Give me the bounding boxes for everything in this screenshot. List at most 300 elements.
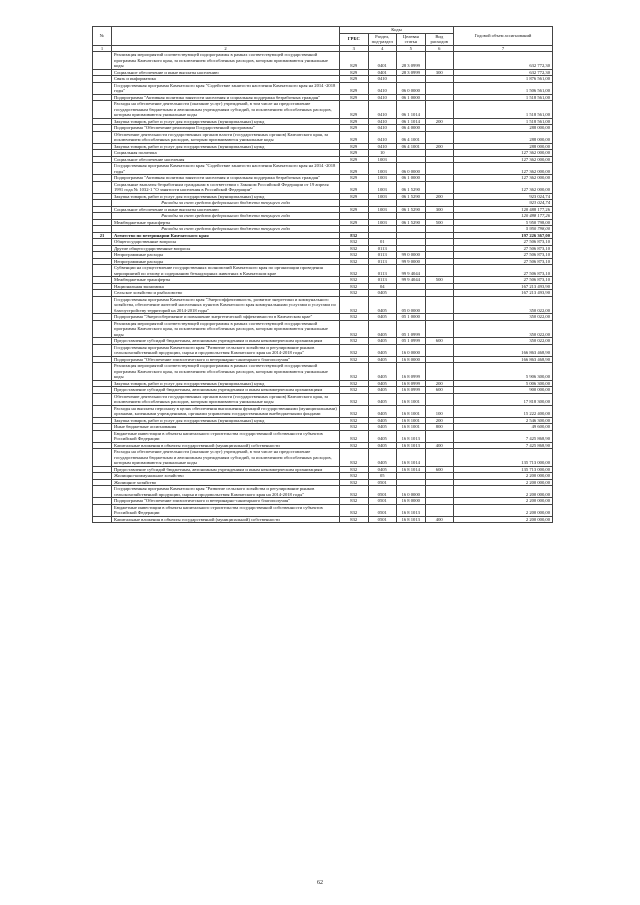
cell-sum: 135 713 000,00	[454, 449, 553, 467]
colnum: 3	[340, 45, 369, 52]
cell-name: Реализация мероприятий соответствующей подпрограммы в рамках соответствующей государственной программы Камчатского края, за исключением обособленных расходов, которым присваиваются уникальные коды	[112, 363, 340, 381]
cell-name: Социальное обеспечение и иные выплаты населению	[112, 69, 340, 76]
cell-vid	[425, 181, 454, 193]
colnum: 1	[93, 45, 112, 52]
cell-vid	[425, 449, 454, 467]
header-celevaya: Целевая статья	[397, 33, 426, 45]
cell-vid	[425, 101, 454, 119]
cell-razdel: 0405	[368, 338, 397, 345]
cell-vid	[425, 320, 454, 338]
cell-sum: 2 200 000,00	[454, 486, 553, 498]
cell-name: Жилищное хозяйство	[112, 479, 340, 486]
colnum: 4	[368, 45, 397, 52]
table-body	[93, 52, 553, 523]
table-row	[93, 131, 553, 143]
cell-celevaya: 16 8 1013	[397, 442, 426, 449]
table-row	[93, 163, 553, 175]
cell-grbs: 832	[340, 430, 369, 442]
cell-grbs: 832	[340, 516, 369, 523]
cell-name: Социальная политика	[112, 150, 340, 157]
cell-vid	[425, 52, 454, 70]
cell-vid: 400	[425, 442, 454, 449]
cell-grbs: 832	[340, 498, 369, 505]
cell-razdel: 0405	[368, 320, 397, 338]
table-row	[93, 363, 553, 381]
cell-vid: 500	[425, 219, 454, 226]
table-row	[93, 449, 553, 467]
cell-razdel: 01	[368, 239, 397, 246]
cell-name: Социальное обеспечение населения	[112, 156, 340, 163]
table-row	[93, 265, 553, 277]
cell-grbs: 832	[340, 232, 369, 239]
cell-sum: 923 024,74	[454, 200, 553, 207]
cell-name: Бюджетные инвестиции в объекты капитального строительства государственной собственности субъектов Российской Федерации	[112, 430, 340, 442]
cell-vid: 200	[425, 417, 454, 424]
cell-name: Реализация мероприятий соответствующей подпрограммы в рамках соответствующей государственной программы Камчатского края, за исключением обособленных расходов, которым присваиваются уникальные коды	[112, 52, 340, 70]
cell-name: Государственная программа Камчатского края "Развитие сельского хозяйства и регулирование рынков сельскохозяйственной продукции, сырья и продовольствия Камчатского края на 2014-2018 годы"	[112, 486, 340, 498]
cell-razdel: 0113	[368, 265, 397, 277]
cell-name: Национальная экономика	[112, 283, 340, 290]
cell-name: Подпрограмма "Обеспечение реализации Государственной программы"	[112, 125, 340, 132]
cell-celevaya: 05 0 0000	[397, 296, 426, 314]
cell-celevaya: 05 1 0000	[397, 314, 426, 321]
cell-razdel: 0501	[368, 516, 397, 523]
cell-name: Обеспечение деятельности государственных органов власти (государственных органов) Камчатского края, за исключением обособленных расходов, которым присваиваются уникальные коды	[112, 131, 340, 143]
cell-grbs: 829	[340, 94, 369, 101]
cell-razdel: 0405	[368, 393, 397, 405]
cell-sum: 288 000,00	[454, 125, 553, 132]
cell-celevaya: 06 1 5290	[397, 219, 426, 226]
cell-razdel: 0405	[368, 405, 397, 417]
cell-vid: 600	[425, 387, 454, 394]
header-vid: Вид расходов	[425, 33, 454, 45]
cell-sum: 350 022,00	[454, 314, 553, 321]
cell-no	[93, 430, 112, 442]
cell-sum: 166 863 468,90	[454, 344, 553, 356]
cell-celevaya: 16 8 0999	[397, 363, 426, 381]
cell-razdel: 0410	[368, 118, 397, 125]
cell-celevaya: 06 1 0000	[397, 175, 426, 182]
cell-no	[93, 486, 112, 498]
cell-vid: 100	[425, 405, 454, 417]
cell-vid: 200	[425, 118, 454, 125]
cell-celevaya: 16 0 0000	[397, 486, 426, 498]
cell-vid	[425, 363, 454, 381]
cell-grbs: 832	[340, 296, 369, 314]
cell-name: Подпрограмма "Активная политика занятости населения и социальная поддержка безработных граждан"	[112, 94, 340, 101]
cell-razdel: 0410	[368, 143, 397, 150]
cell-sum: 120 488 177,26	[454, 213, 553, 220]
cell-name: Расходы за счет средств федерального бюджета текущего года	[112, 213, 340, 220]
cell-celevaya: 16 8 1014	[397, 449, 426, 467]
cell-name: Государственная программа Камчатского края "Развитие сельского хозяйства и регулирование рынков сельскохозяйственной продукции, сырья и продовольствия Камчатского края на 2014-2018 годы"	[112, 344, 340, 356]
cell-sum: 127 362 000,00	[454, 163, 553, 175]
header-name	[112, 27, 340, 46]
cell-sum: 1 518 561,00	[454, 101, 553, 119]
cell-vid	[425, 131, 454, 143]
cell-sum: 1 876 561,00	[454, 76, 553, 83]
cell-sum: 135 713 000,00	[454, 466, 553, 473]
cell-razdel: 0113	[368, 258, 397, 265]
page-number: 62	[317, 880, 323, 886]
cell-grbs: 832	[340, 504, 369, 516]
cell-name: Закупка товаров, работ и услуг для государственных (муниципальных) нужд	[112, 380, 340, 387]
cell-sum: 632 772,30	[454, 69, 553, 76]
cell-name: Межбюджетные трансферты	[112, 219, 340, 226]
cell-name: Непрограммные расходы	[112, 252, 340, 259]
cell-razdel: 0410	[368, 101, 397, 119]
cell-no	[93, 163, 112, 175]
cell-grbs: 829	[340, 181, 369, 193]
cell-sum: 288 000,00	[454, 131, 553, 143]
cell-name: Государственная программа Камчатского края "Энергоэффективность, развитие энергетики и коммунального хозяйства, обеспечение жителей населенных пунктов Камчатского края коммунальными услугами и услугами по благоустройству территорий на 2014-2018 годы"	[112, 296, 340, 314]
cell-sum: 5 950 798,00	[454, 226, 553, 233]
cell-celevaya: 06 1 5290	[397, 181, 426, 193]
cell-razdel: 0405	[368, 363, 397, 381]
cell-celevaya: 16 8 0000	[397, 498, 426, 505]
table-row	[93, 344, 553, 356]
cell-grbs: 832	[340, 363, 369, 381]
cell-celevaya: 16 8 1013	[397, 504, 426, 516]
cell-celevaya: 06 1 5290	[397, 206, 426, 213]
cell-razdel: 0113	[368, 252, 397, 259]
cell-grbs: 832	[340, 380, 369, 387]
cell-name: Подпрограмма "Энергосбережение и повышение энергетической эффективности в Камчатском крае"	[112, 314, 340, 321]
cell-celevaya: 05 1 0999	[397, 320, 426, 338]
cell-grbs: 832	[340, 290, 369, 297]
cell-grbs: 832	[340, 405, 369, 417]
table-row	[93, 504, 553, 516]
cell-name: Бюджетные инвестиции в объекты капитального строительства государственной собственности субъектов Российской Федерации	[112, 504, 340, 516]
cell-grbs: 829	[340, 143, 369, 150]
cell-sum: 2 200 000,00	[454, 516, 553, 523]
cell-celevaya: 06 4 1001	[397, 131, 426, 143]
cell-sum: 1 518 561,00	[454, 118, 553, 125]
cell-name: Предоставление субсидий бюджетным, автономным учреждениям и иным некоммерческим организациям	[112, 466, 340, 473]
cell-name: Подпрограмма "Обеспечение эпизоотического и ветеринарно-санитарного благополучия"	[112, 498, 340, 505]
cell-grbs: 832	[340, 449, 369, 467]
cell-name: Государственная программа Камчатского края "Содействие занятости населения Камчатского края на 2014 -2018 годы"	[112, 82, 340, 94]
cell-vid	[425, 430, 454, 442]
cell-no	[93, 393, 112, 405]
cell-razdel: 0501	[368, 486, 397, 498]
cell-grbs: 832	[340, 277, 369, 284]
cell-no	[93, 363, 112, 381]
cell-sum: 5 006 300,00	[454, 380, 553, 387]
cell-razdel: 0501	[368, 479, 397, 486]
cell-grbs: 829	[340, 193, 369, 200]
header-sum: Годовой объем ассигнований	[454, 27, 553, 46]
cell-razdel: 0405	[368, 424, 397, 431]
cell-grbs: 829	[340, 131, 369, 143]
cell-celevaya: 99 0 0000	[397, 252, 426, 259]
cell-sum: 288 000,00	[454, 143, 553, 150]
cell-sum: 197 226 367,00	[454, 232, 553, 239]
cell-razdel: 0405	[368, 314, 397, 321]
cell-vid	[425, 393, 454, 405]
cell-grbs: 832	[340, 479, 369, 486]
cell-sum: 7 425 868,90	[454, 430, 553, 442]
cell-grbs: 829	[340, 156, 369, 163]
cell-vid: 300	[425, 206, 454, 213]
cell-vid	[425, 486, 454, 498]
cell-razdel: 0405	[368, 387, 397, 394]
cell-no	[93, 296, 112, 314]
cell-no	[93, 344, 112, 356]
cell-grbs: 832	[340, 466, 369, 473]
header-codes: Коды	[340, 27, 454, 34]
cell-razdel: 0410	[368, 82, 397, 94]
cell-no	[93, 101, 112, 119]
cell-grbs: 829	[340, 219, 369, 226]
cell-razdel: 05	[368, 473, 397, 480]
cell-grbs: 829	[340, 101, 369, 119]
cell-razdel: 1003	[368, 163, 397, 175]
cell-sum: 127 362 000,00	[454, 175, 553, 182]
cell-celevaya: 16 8 0999	[397, 387, 426, 394]
cell-celevaya: 16 8 1013	[397, 430, 426, 442]
cell-grbs: 829	[340, 76, 369, 83]
cell-name: Социальное обеспечение и иные выплаты населению	[112, 206, 340, 213]
document-page	[92, 26, 553, 523]
cell-grbs: 832	[340, 473, 369, 480]
cell-razdel: 1003	[368, 175, 397, 182]
cell-grbs: 829	[340, 82, 369, 94]
cell-name: Расходы на обеспечение деятельности (оказание услуг) учреждений, в том числе на предоставление государственным бюджетным и автономным учреждениям субсидий, за исключением обособленных расходов, которым присваиваются уникальные коды	[112, 101, 340, 119]
cell-grbs: 829	[340, 150, 369, 157]
cell-celevaya: 06 4 0000	[397, 125, 426, 132]
cell-grbs: 832	[340, 239, 369, 246]
cell-sum: 27 506 873,10	[454, 277, 553, 284]
cell-celevaya: 05 1 0999	[397, 338, 426, 345]
cell-vid: 400	[425, 516, 454, 523]
cell-no	[93, 52, 112, 70]
cell-razdel: 0405	[368, 290, 397, 297]
cell-name: Закупка товаров, работ и услуг для государственных (муниципальных) нужд	[112, 193, 340, 200]
cell-vid: 200	[425, 380, 454, 387]
cell-celevaya: 06 1 0000	[397, 94, 426, 101]
cell-razdel: 0410	[368, 94, 397, 101]
cell-celevaya: 28 3 0999	[397, 69, 426, 76]
table-row	[93, 320, 553, 338]
cell-name: Связь и информатика	[112, 76, 340, 83]
cell-sum: 166 863 468,90	[454, 356, 553, 363]
cell-name: Непрограммные расходы	[112, 258, 340, 265]
cell-sum: 900 000,00	[454, 387, 553, 394]
cell-razdel: 0501	[368, 504, 397, 516]
budget-table	[92, 26, 553, 523]
cell-sum: 1 518 561,00	[454, 94, 553, 101]
cell-name: Иные бюджетные ассигнования	[112, 424, 340, 431]
cell-grbs: 832	[340, 245, 369, 252]
cell-sum: 27 506 873,10	[454, 239, 553, 246]
cell-sum: 27 506 873,10	[454, 265, 553, 277]
cell-sum: 350 022,00	[454, 338, 553, 345]
cell-grbs: 829	[340, 175, 369, 182]
cell-razdel: 1003	[368, 219, 397, 226]
cell-no	[93, 82, 112, 94]
cell-sum: 632 772,30	[454, 52, 553, 70]
cell-name: Межбюджетные трансферты	[112, 277, 340, 284]
cell-name: Закупка товаров, работ и услуг для государственных (муниципальных) нужд	[112, 417, 340, 424]
cell-celevaya: 16 8 1001	[397, 424, 426, 431]
table-row	[93, 101, 553, 119]
cell-grbs: 832	[340, 258, 369, 265]
cell-no	[93, 449, 112, 467]
cell-sum: 17 818 300,00	[454, 393, 553, 405]
cell-sum: 127 362 000,00	[454, 181, 553, 193]
cell-vid	[425, 344, 454, 356]
cell-razdel: 0405	[368, 430, 397, 442]
cell-celevaya: 99 9 4044	[397, 265, 426, 277]
cell-sum: 2 546 300,00	[454, 417, 553, 424]
cell-grbs: 832	[340, 424, 369, 431]
cell-sum: 49 600,00	[454, 424, 553, 431]
cell-razdel: 10	[368, 150, 397, 157]
cell-grbs: 829	[340, 118, 369, 125]
cell-name: Капитальные вложения в объекты государственной (муниципальной) собственности	[112, 442, 340, 449]
cell-name: Предоставление субсидий бюджетным, автономным учреждениям и иным некоммерческим организациям	[112, 338, 340, 345]
table-row	[93, 296, 553, 314]
cell-celevaya: 16 8 0000	[397, 356, 426, 363]
cell-name: Расходы за счет средств федерального бюджета текущего года	[112, 200, 340, 207]
table-row	[93, 486, 553, 498]
cell-name: Жилищно-коммунальное хозяйство	[112, 473, 340, 480]
cell-celevaya: 16 8 1013	[397, 516, 426, 523]
cell-vid	[425, 296, 454, 314]
cell-name: Субвенции на осуществление государственных полномочий Камчатского края по организации проведения мероприятий по отлову и содержанию безнадзорных животных в Камчатском крае	[112, 265, 340, 277]
cell-grbs: 829	[340, 69, 369, 76]
colnum: 7	[454, 45, 553, 52]
table-row	[93, 516, 553, 523]
cell-razdel: 0410	[368, 131, 397, 143]
cell-vid: 800	[425, 424, 454, 431]
cell-name: Расходы за счет средств федерального бюджета текущего года	[112, 226, 340, 233]
cell-celevaya: 06 1 5290	[397, 193, 426, 200]
cell-razdel: 0405	[368, 417, 397, 424]
cell-celevaya: 99 9 0000	[397, 258, 426, 265]
cell-no	[93, 181, 112, 193]
cell-vid: 200	[425, 193, 454, 200]
cell-razdel: 1003	[368, 181, 397, 193]
cell-celevaya: 16 0 0000	[397, 344, 426, 356]
cell-sum: 27 506 873,10	[454, 252, 553, 259]
cell-celevaya: 16 8 0999	[397, 380, 426, 387]
cell-razdel: 0410	[368, 76, 397, 83]
cell-razdel: 0405	[368, 356, 397, 363]
table-row	[93, 430, 553, 442]
cell-razdel: 0501	[368, 498, 397, 505]
cell-vid: 300	[425, 69, 454, 76]
cell-sum: 27 506 873,10	[454, 245, 553, 252]
cell-no	[93, 265, 112, 277]
cell-razdel: 0405	[368, 466, 397, 473]
cell-celevaya: 06 1 1014	[397, 118, 426, 125]
cell-name: Закупка товаров, работ и услуг для государственных (муниципальных) нужд	[112, 118, 340, 125]
cell-grbs: 832	[340, 314, 369, 321]
cell-name: Государственная программа Камчатского края "Содействие занятости населения Камчатского края на 2014 -2018 годы"	[112, 163, 340, 175]
cell-grbs: 832	[340, 356, 369, 363]
cell-sum: 167 213 493,90	[454, 283, 553, 290]
cell-name: Обеспечение деятельности государственных органов власти (государственных органов) Камчатского края, за исключением обособленных расходов, которым присваиваются уникальные коды	[112, 393, 340, 405]
table-row	[93, 393, 553, 405]
cell-razdel: 1003	[368, 156, 397, 163]
cell-grbs: 832	[340, 486, 369, 498]
cell-name: Агентство по ветеринарии Камчатского края	[112, 232, 340, 239]
cell-grbs: 832	[340, 338, 369, 345]
table-row	[93, 181, 553, 193]
cell-sum: 127 362 000,00	[454, 156, 553, 163]
cell-grbs: 832	[340, 344, 369, 356]
cell-razdel: 0113	[368, 245, 397, 252]
cell-vid	[425, 163, 454, 175]
table-row	[93, 82, 553, 94]
colnum: 5	[397, 45, 426, 52]
cell-sum: 1 506 561,00	[454, 82, 553, 94]
cell-razdel: 1003	[368, 193, 397, 200]
cell-name: Закупка товаров, работ и услуг для государственных (муниципальных) нужд	[112, 143, 340, 150]
cell-name: Сельское хозяйство и рыболовство	[112, 290, 340, 297]
cell-sum: 167 213 493,90	[454, 290, 553, 297]
cell-grbs: 832	[340, 387, 369, 394]
cell-grbs: 832	[340, 417, 369, 424]
cell-vid: 500	[425, 277, 454, 284]
cell-celevaya: 16 8 1001	[397, 393, 426, 405]
cell-vid	[425, 82, 454, 94]
cell-sum: 127 362 000,00	[454, 150, 553, 157]
cell-name: Социальные выплаты безработным гражданам в соответствии с Законом Российской Федерации от 19 апреля 1991 года № 1032-1 "О занятости населения в Российской Федерации"	[112, 181, 340, 193]
cell-name: Реализация мероприятий соответствующей подпрограммы в рамках соответствующей государственной программы Камчатского края, за исключением обособленных расходов, которым присваиваются уникальные коды	[112, 320, 340, 338]
cell-sum: 7 425 868,90	[454, 442, 553, 449]
cell-razdel: 04	[368, 283, 397, 290]
cell-name: Подпрограмма "Обеспечение эпизоотического и ветеринарно-санитарного благополучия"	[112, 356, 340, 363]
cell-no	[93, 131, 112, 143]
cell-celevaya: 99 9 4044	[397, 277, 426, 284]
cell-name: Другие общегосударственные вопросы	[112, 245, 340, 252]
cell-grbs: 829	[340, 163, 369, 175]
cell-no	[93, 320, 112, 338]
cell-sum: 2 200 000,00	[454, 504, 553, 516]
cell-celevaya: 06 0 0000	[397, 82, 426, 94]
cell-grbs: 832	[340, 265, 369, 277]
cell-sum: 5 950 798,00	[454, 219, 553, 226]
colnum: 2	[112, 45, 340, 52]
cell-celevaya: 06 4 1001	[397, 143, 426, 150]
cell-no: 21	[93, 232, 112, 239]
colnum: 6	[425, 45, 454, 52]
cell-celevaya: 16 8 1001	[397, 417, 426, 424]
cell-celevaya: 28 3 0999	[397, 52, 426, 70]
cell-vid: 600	[425, 338, 454, 345]
cell-name: Капитальные вложения в объекты государственной (муниципальной) собственности	[112, 516, 340, 523]
cell-razdel: 0405	[368, 296, 397, 314]
cell-vid: 200	[425, 143, 454, 150]
cell-sum: 923 024,74	[454, 193, 553, 200]
cell-sum: 2 200 000,00	[454, 479, 553, 486]
cell-grbs: 832	[340, 283, 369, 290]
cell-razdel: 0405	[368, 442, 397, 449]
cell-celevaya: 06 0 0000	[397, 163, 426, 175]
header-no: №	[93, 27, 112, 46]
cell-grbs: 832	[340, 393, 369, 405]
header-razdel: Раздел, под-раздел	[368, 33, 397, 45]
cell-sum: 5 906 300,00	[454, 363, 553, 381]
cell-celevaya: 16 8 1014	[397, 466, 426, 473]
cell-celevaya: 06 1 1014	[397, 101, 426, 119]
cell-sum: 350 022,00	[454, 320, 553, 338]
table-row	[93, 52, 553, 70]
cell-name: Предоставление субсидий бюджетным, автономным учреждениям и иным некоммерческим организациям	[112, 387, 340, 394]
